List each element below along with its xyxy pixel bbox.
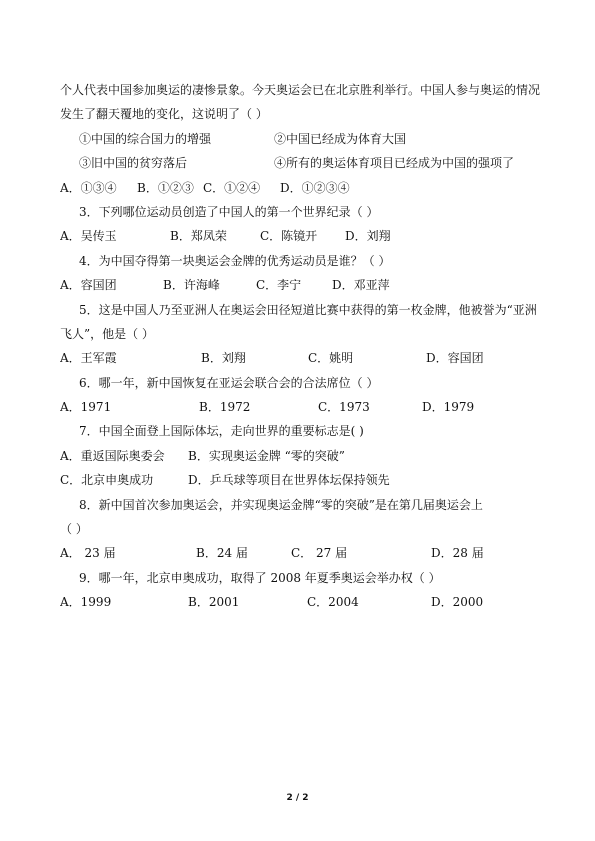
q4-stem: 4．为中国夺得第一块奥运会金牌的优秀运动员是谁？（ ）: [79, 253, 391, 268]
q9-option-a: A．1999: [60, 595, 112, 610]
q2-statements-row2: [60, 151, 545, 175]
q6-option-b: B．1972: [199, 400, 251, 415]
q7-options-row1: [60, 444, 545, 468]
q2-statement-1: ①中国的综合国力的增强: [79, 131, 212, 146]
q5-options: [60, 346, 545, 370]
q9-option-c: C．2004: [307, 595, 359, 610]
q6-options: [60, 395, 545, 419]
q5-option-b: B．刘翔: [201, 351, 246, 366]
q8-option-c: C． 27 届: [291, 546, 348, 561]
q4-option-a: A．容国团: [60, 278, 117, 293]
q5-option-d: D．容国团: [426, 351, 484, 366]
q2-statement-4: ④所有的奥运体育项目已经成为中国的强项了: [274, 156, 515, 171]
q6-option-d: D．1979: [422, 400, 475, 415]
q2-option-c: C．①②④: [203, 180, 261, 195]
q2-statements-row1: [60, 127, 545, 151]
q8-option-a: A． 23 届: [60, 546, 116, 561]
q2-text-line1: 个人代表中国参加奥运的凄惨景象。今天奥运会已在北京胜利举行。中国人参与奥运的情况: [60, 83, 541, 97]
q8-stem-line1: 8．新中国首次参加奥运会，并实现奥运金牌“零的突破”是在第几届奥运会上: [79, 497, 483, 512]
q2-text-line2: 发生了翻天覆地的变化，这说明了（ ）: [60, 107, 268, 122]
q9-stem: 9．哪一年，北京申奥成功，取得了 2008 年夏季奥运会举办权（ ）: [79, 570, 441, 585]
q8-stem-line2: （ ）: [60, 522, 88, 537]
q3-stem: 3．下列哪位运动员创造了中国人的第一个世界纪录（ ）: [79, 204, 379, 219]
q4-option-d: D．邓亚萍: [332, 278, 390, 293]
q2-statement-2: ②中国已经成为体育大国: [274, 131, 407, 146]
q2-option-b: B．①②③: [137, 180, 194, 195]
q6-stem: 6．哪一年，新中国恢复在亚运会联合会的合法席位（ ）: [79, 375, 379, 390]
q6-option-c: C．1973: [318, 400, 370, 415]
q2-statement-3: ③旧中国的贫穷落后: [79, 156, 188, 171]
q4-options: [60, 273, 545, 297]
q2-option-a: A．①③④: [60, 180, 117, 195]
q6-option-a: A．1971: [60, 400, 112, 415]
q7-options-row2: [60, 468, 545, 492]
q4-option-b: B．许海峰: [163, 278, 220, 293]
q5-stem-line1: 5．这是中国人乃至亚洲人在奥运会田径短道比赛中获得的第一枚金牌，他被誉为“亚洲: [79, 302, 537, 317]
q9-options: [60, 590, 545, 614]
q3-option-c: C．陈镜开: [260, 229, 318, 244]
q5-option-a: A．王军霞: [60, 351, 117, 366]
q8-option-b: B．24 届: [196, 546, 248, 561]
q7-option-d: D．乒乓球等项目在世界体坛保持领先: [188, 473, 390, 488]
q3-options: [60, 224, 545, 248]
q7-option-c: C．北京申奥成功: [60, 473, 154, 488]
q7-option-b: B．实现奥运金牌 “零的突破”: [188, 448, 345, 463]
q2-options: [60, 176, 545, 200]
page-number: 2 / 2: [286, 793, 309, 803]
q7-stem: 7．中国全面登上国际体坛，走向世界的重要标志是( ): [79, 424, 364, 439]
q8-options: [60, 541, 545, 565]
q9-option-d: D．2000: [431, 595, 484, 610]
q3-option-b: B．郑凤荣: [170, 229, 227, 244]
q3-option-d: D．刘翔: [345, 229, 391, 244]
q9-option-b: B．2001: [188, 595, 240, 610]
question-list: [60, 78, 545, 615]
q7-option-a: A．重返国际奥委会: [60, 448, 165, 463]
q5-stem-line2: 飞人”，他是（ ）: [60, 326, 154, 341]
q4-option-c: C．李宁: [256, 278, 302, 293]
q3-option-a: A．吴传玉: [60, 229, 117, 244]
q8-option-d: D．28 届: [431, 546, 484, 561]
q2-option-d: D．①②③④: [280, 180, 350, 195]
q5-option-c: C．姚明: [308, 351, 354, 366]
